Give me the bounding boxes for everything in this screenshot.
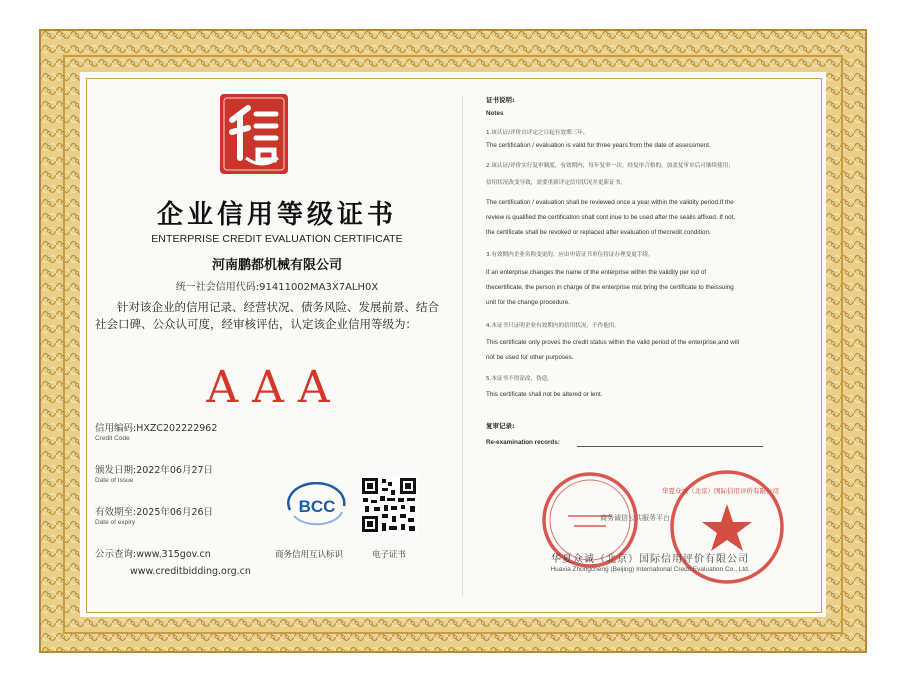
inquiry-site-2: www.creditbidding.org.cn xyxy=(130,566,251,577)
page-divider xyxy=(462,96,463,596)
issuer-name-en: Huaxia Zhongcheng (Beijing) International Credit Evaluation Co., Ltd. xyxy=(550,566,750,573)
unified-credit-code: 统一社会信用代码:91411002MA3X7ALH0X xyxy=(175,282,379,293)
expiry-date: 有效期至:2025年06月26日 xyxy=(95,507,214,518)
notes-heading-en: Notes xyxy=(486,110,504,117)
reexam-heading-en: Re-examination records: xyxy=(486,439,560,446)
bcc-logo-text: BCC xyxy=(298,497,336,516)
bcc-logo xyxy=(284,482,350,530)
note-line: This certificate only proves the credit status within the valid period of the enterprise,and will xyxy=(486,339,740,346)
note-line: 2.该认证/评价实行复审制度，有效期内，每年复审一次。经复审合格的，加盖复审章后可继续使用； xyxy=(486,163,734,169)
credit-code: 信用编码:HXZC202222962 xyxy=(95,423,218,434)
expiry-date-en: Date of expiry xyxy=(95,519,136,526)
credit-rating: AAA xyxy=(206,362,344,413)
credit-code-en: Credit Code xyxy=(95,435,130,442)
note-line: If an enterprise changes the name of the enterprise within the validity per iod of xyxy=(486,269,707,276)
qr-caption: 电子证书 xyxy=(372,550,407,560)
note-line: This certificate shall not be altered or lent. xyxy=(486,391,603,398)
note-line: the certificate shall be revoked or replaced after evaluation of thecredit condition. xyxy=(486,229,711,236)
certificate-title-cn: 企业信用等级证书 xyxy=(156,200,397,230)
note-line: 3.有效期内企业名称变更的，应由申请证书单位持证办理变更手续。 xyxy=(486,252,654,258)
company-name: 河南鹏都机械有限公司 xyxy=(211,258,342,273)
credit-seal-logo xyxy=(218,92,290,176)
note-line: The certification / evaluation is valid for three years from the date of assessment. xyxy=(486,142,711,149)
reexam-heading-cn: 复审记录: xyxy=(486,422,515,430)
note-line: thecertificate, the person in charge of the enterprise mst bring the certificate to theissuing xyxy=(486,284,734,291)
note-line: The certification / evaluation shall be reviewed once a year within the validity period.If the xyxy=(486,199,734,206)
notes-heading-cn: 证书说明: xyxy=(486,96,515,104)
reexam-underline xyxy=(577,446,763,447)
stamp-right-text: 华夏众诚（北京）国际信用评价有限公司 xyxy=(662,487,779,495)
qr-code[interactable] xyxy=(360,476,418,534)
inquiry-site-1: 公示查询:www.315gov.cn xyxy=(95,549,211,560)
stamp-left-text: 商务诚信公共服务平台 xyxy=(600,514,670,522)
certificate-title-en: ENTERPRISE CREDIT EVALUATION CERTIFICATE xyxy=(151,233,403,245)
note-line: 4.本证书只证明企业有效期内的信用状况，不作他用。 xyxy=(486,323,620,329)
note-line: 5.本证书不得涂改、伪造。 xyxy=(486,376,553,382)
note-line: 信用状况改变导致，需要重新评定信用状况并更新证书。 xyxy=(486,180,626,186)
note-line: not be used for other purposes. xyxy=(486,354,574,361)
issue-date-en: Date of Issue xyxy=(95,477,134,484)
issuer-name-cn: 华夏众诚（北京）国际信用评价有限公司 xyxy=(551,554,749,565)
note-line: review is qualified the certification shall cont inue to be used after the sealis affixed. If not, xyxy=(486,214,736,221)
note-line: 1.该认证/评价自评定之日起有效期三年。 xyxy=(486,130,589,136)
bcc-caption: 商务信用互认标识 xyxy=(275,550,344,560)
evaluation-statement: 针对该企业的信用记录、经营状况、债务风险、发展前景、结合社会口碑、公众认可度，经审核评估，认定该企业信用等级为： xyxy=(95,300,439,331)
note-line: unit for the change procedure. xyxy=(486,299,571,306)
issue-date: 颁发日期:2022年06月27日 xyxy=(95,465,214,476)
